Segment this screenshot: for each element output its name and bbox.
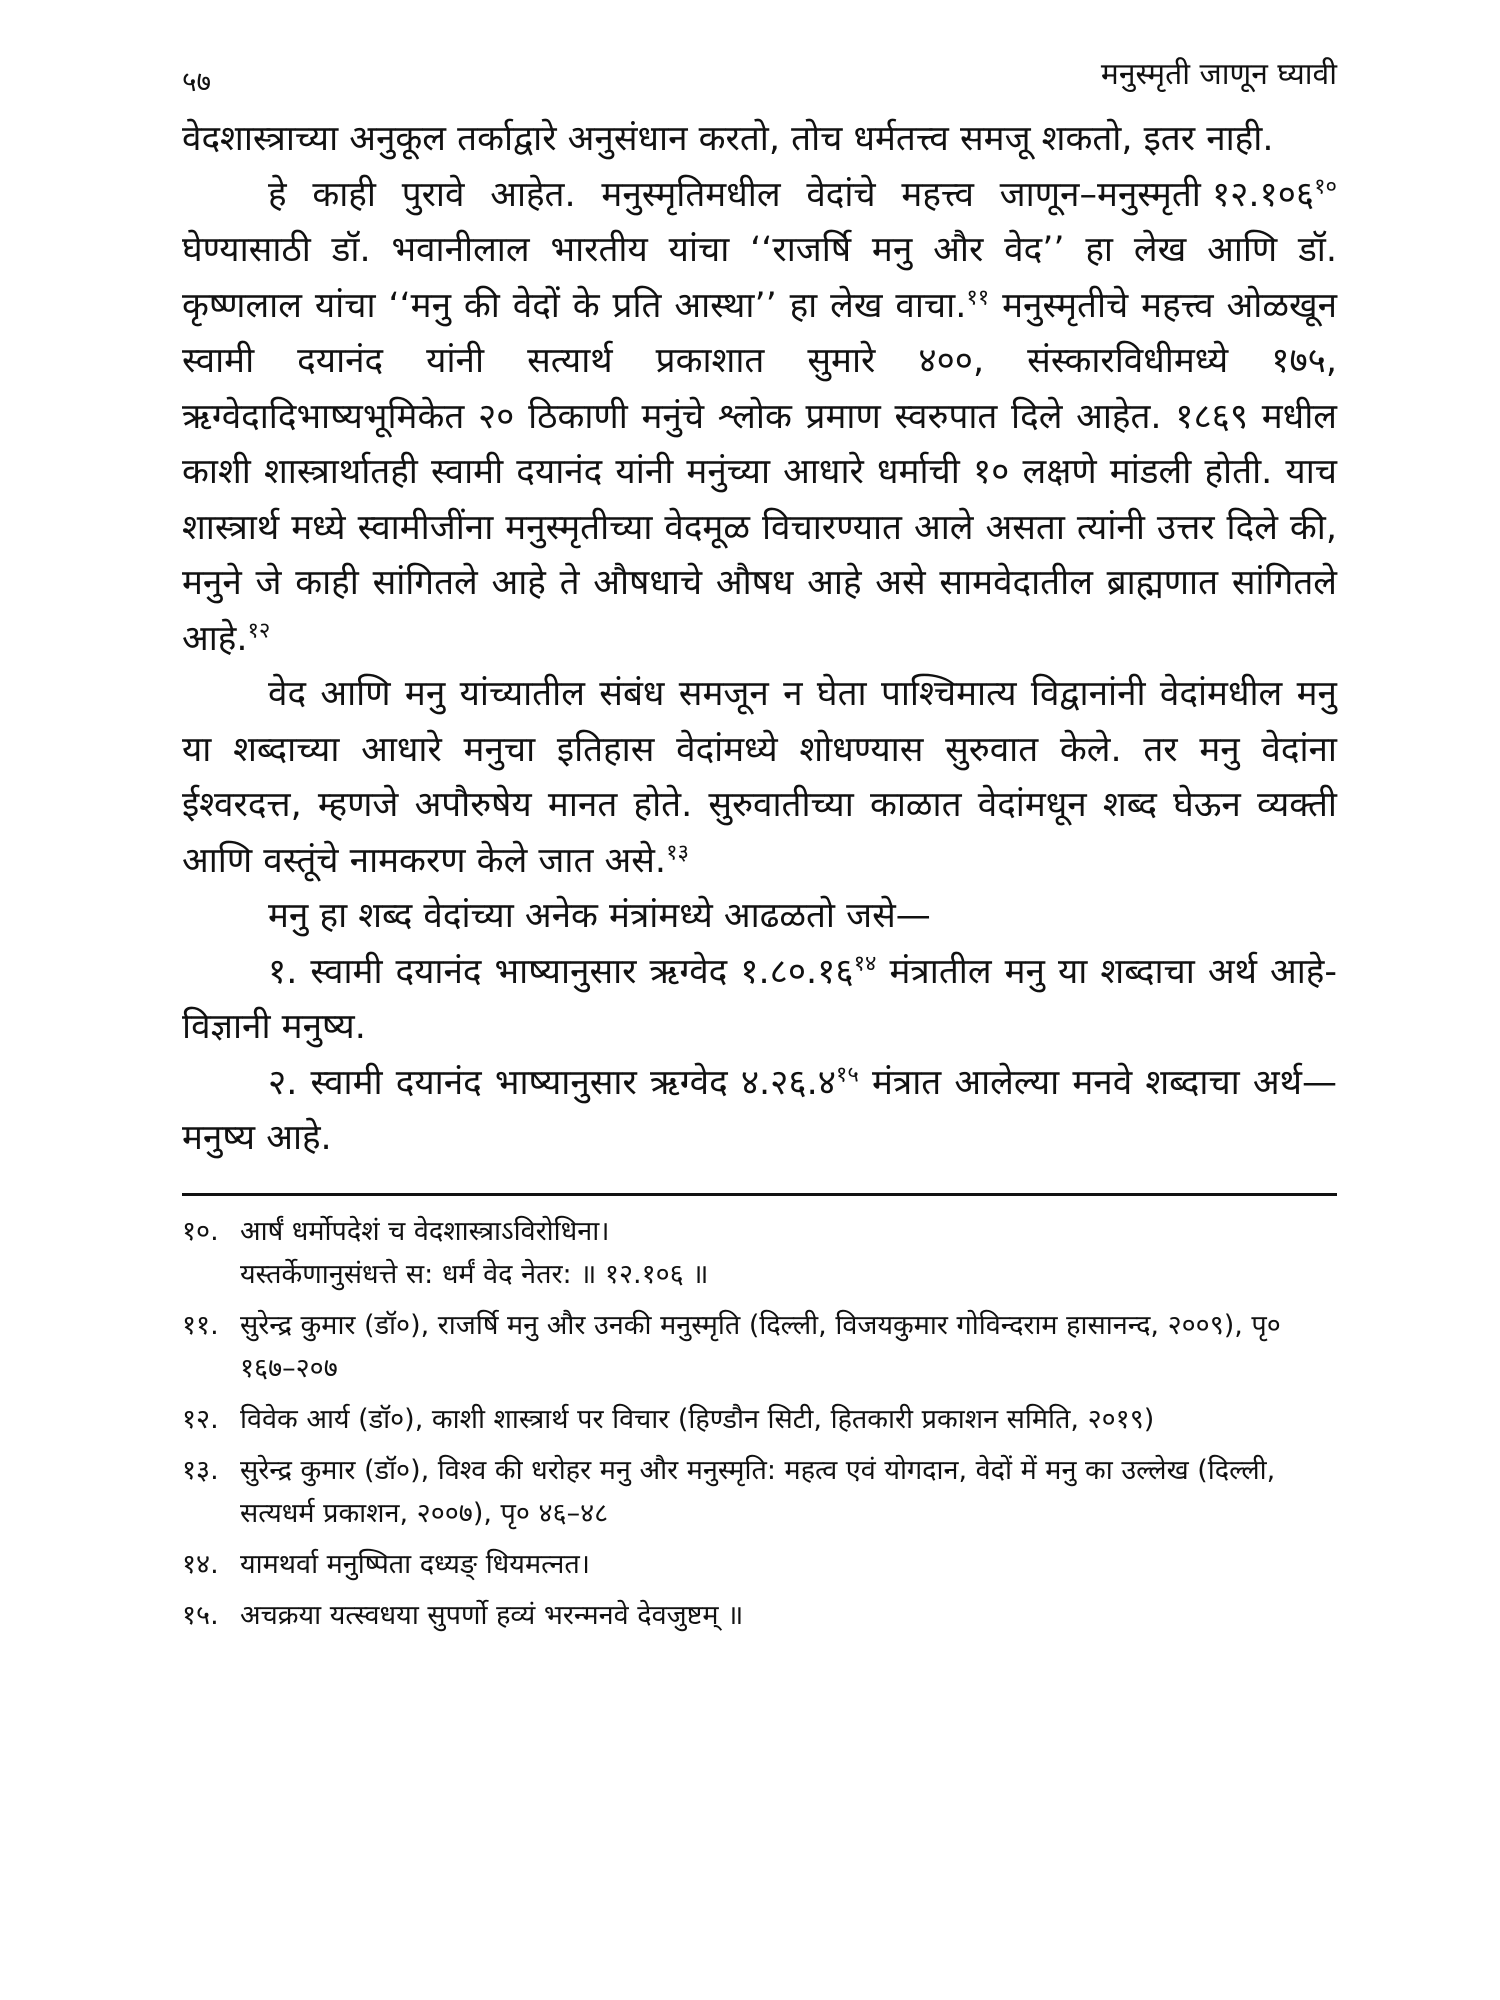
footnote xyxy=(182,1543,1337,1586)
paragraph xyxy=(182,667,1337,889)
footnote-text: यामथर्वा मनुष्पिता दध्यङ् धियमत्नत। xyxy=(240,1548,590,1580)
paragraph-text: वेद आणि मनु यांच्यातील संबंध समजून न घेता पाश्चिमात्य विद्वानांनी वेदांमधील मनु या शब्दाच्या आधारे मनुचा इतिहास वेदांमध्ये शोधण्यास सुरुवात केले. तर मनु वेदांना ईश्वरदत्त, म्हणजे अपौरुषेय मानत होते. सुरुवातीच्या काळात वेदांमधून शब्द घेऊन व्यक्ती आणि वस्तूंचे नामकरण केले जात असे. xyxy=(182,674,1337,881)
footnote-text xyxy=(240,1210,1337,1296)
footnote-number: १२. xyxy=(182,1403,219,1435)
footnote-text: सुरेन्द्र कुमार (डॉ०), विश्व की धरोहर मनु और मनुस्मृति: महत्व एवं योगदान, वेदों में मनु का उल्लेख (दिल्ली, सत्यधर्म प्रकाशन, २००७), पृ० ४६–४८ xyxy=(240,1454,1276,1529)
verse-reference xyxy=(1079,168,1337,224)
paragraph xyxy=(182,168,1337,668)
paragraph-text: मंत्रात आलेल्या मनवे शब्दाचा अर्थ—मनुष्य आहे. xyxy=(182,1062,1337,1158)
page-header xyxy=(182,52,1337,112)
footnote-text: अचक्रया यत्स्वधया सुपर्णो हव्यं भरन्मनवे देवजुष्टम् ॥ xyxy=(240,1599,744,1631)
footnote xyxy=(182,1398,1337,1441)
footnote-marker: १२ xyxy=(247,617,271,643)
book-page xyxy=(182,52,1337,1645)
footnote xyxy=(182,1304,1337,1390)
footnote-marker: ११ xyxy=(966,284,990,310)
reference-text: –मनुस्मृती १२.१०६ xyxy=(1079,174,1315,215)
footnote xyxy=(182,1594,1337,1637)
footnote xyxy=(182,1210,1337,1296)
footnote-divider xyxy=(182,1193,1337,1196)
paragraph: मनु हा शब्द वेदांच्या अनेक मंत्रांमध्ये आढळतो जसे— xyxy=(268,896,931,936)
page-number: ५७ xyxy=(182,65,212,98)
paragraph-text: हे काही पुरावे आहेत. मनुस्मृतिमधील वेदांचे महत्त्व जाणून घेण्यासाठी डॉ. भवानीलाल भारतीय यांचा ‘‘राजर्षि मनु और वेद’’ हा लेख आणि डॉ. कृष्णलाल यांचा ‘‘मनु की वेदों के प्रति आस्था’’ हा लेख वाचा. xyxy=(182,174,1337,326)
footnote-number: १४. xyxy=(182,1548,219,1580)
paragraph-text: २. स्वामी दयानंद भाष्यानुसार ऋग्वेद ४.२६.४ xyxy=(268,1062,836,1103)
footnote-text: सुरेन्द्र कुमार (डॉ०), राजर्षि मनु और उनकी मनुस्मृति (दिल्ली, विजयकुमार गोविन्दराम हासानन्द, २००९), पृ० १६७–२०७ xyxy=(240,1309,1281,1384)
footnote-text: विवेक आर्य (डॉ०), काशी शास्त्रार्थ पर विचार (हिण्डौन सिटी, हितकारी प्रकाशन समिति, २०१९) xyxy=(240,1403,1155,1435)
footnote-marker: १० xyxy=(1314,173,1337,199)
footnote-number: १३. xyxy=(182,1454,219,1486)
paragraph-text: मंत्रातील मनु या शब्दाचा अर्थ आहे- विज्ञानी मनुष्य. xyxy=(182,951,1337,1047)
footnote-marker: १३ xyxy=(666,839,689,865)
footnotes xyxy=(182,1210,1337,1637)
footnote-number: १५. xyxy=(182,1599,219,1631)
list-item xyxy=(182,1056,1337,1167)
footnote-line: यस्तर्केणानुसंधत्ते स: धर्मं वेद नेतर: ॥ १२.१०६ ॥ xyxy=(240,1258,709,1290)
footnote-number: १०. xyxy=(182,1215,219,1247)
running-title: मनुस्मृती जाणून घ्यावी xyxy=(1100,57,1337,92)
body-text xyxy=(182,112,1337,1167)
paragraph-text: १. स्वामी दयानंद भाष्यानुसार ऋग्वेद १.८०.१६ xyxy=(268,951,854,992)
paragraph-text: वेदशास्त्राच्या अनुकूल तर्काद्वारे अनुसंधान करतो, तोच धर्मतत्त्व समजू शकतो, इतर नाही. xyxy=(182,119,1274,159)
footnote-marker: १४ xyxy=(853,950,877,976)
footnote-number: ११. xyxy=(182,1309,219,1341)
footnote xyxy=(182,1449,1337,1535)
list-item xyxy=(182,945,1337,1056)
footnote-line: आर्षं धर्मोपदेशं च वेदशास्त्राऽविरोधिना। xyxy=(240,1215,610,1247)
footnote-marker: १५ xyxy=(835,1061,859,1087)
paragraph-text: मनुस्मृतीचे महत्त्व ओळखून स्वामी दयानंद यांनी सत्यार्थ प्रकाशात सुमारे ४००, संस्कारविधीमध्ये १७५, ऋग्वेदादिभाष्यभूमिकेत २० ठिकाणी मनुंचे श्लोक प्रमाण स्वरुपात दिले आहेत. १८६९ मधील काशी शास्त्रार्थातही स्वामी दयानंद यांनी मनुंच्या आधारे धर्माची १० लक्षणे मांडली होती. याच शास्त्रार्थ मध्ये स्वामीजींना मनुस्मृतीच्या वेदमूळ विचारण्यात आले असता त्यांनी उत्तर दिले की, मनुने जे काही सांगितले आहे ते औषधाचे औषध आहे असे सामवेदातील ब्राह्मणात सांगितले आहे. xyxy=(182,285,1337,659)
paragraph xyxy=(182,112,1337,215)
